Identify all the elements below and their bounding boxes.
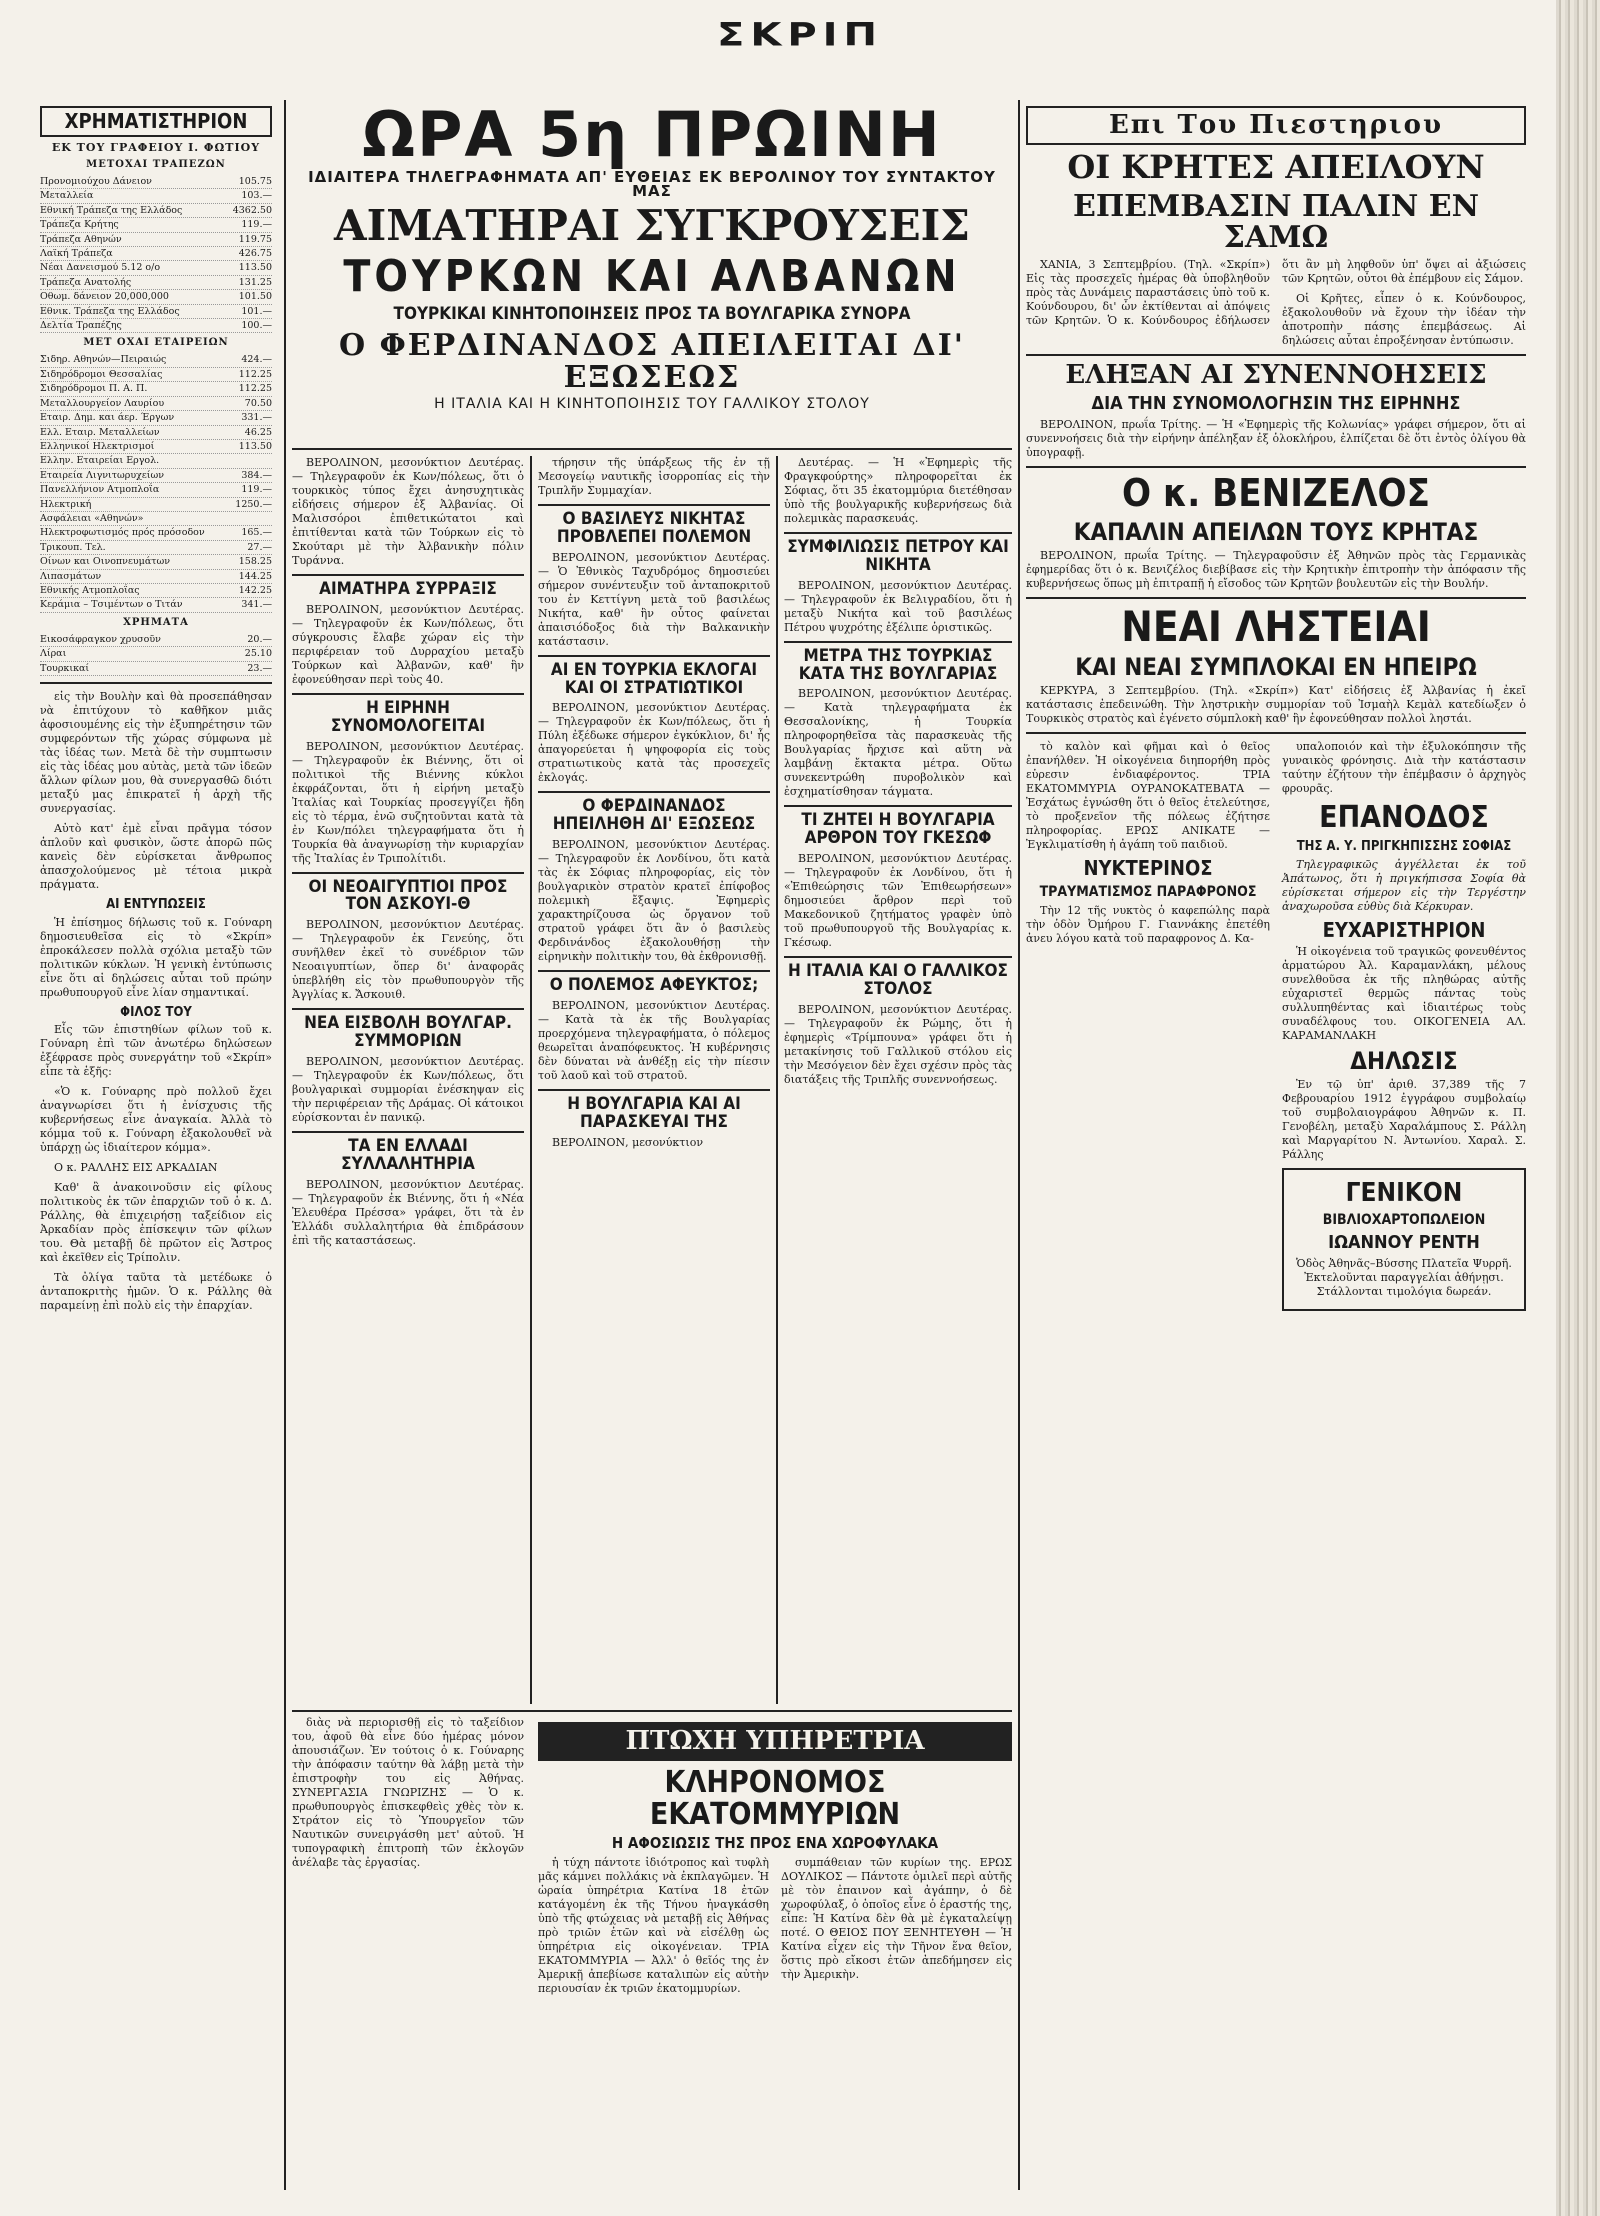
center-col-1: [292, 456, 524, 1704]
left-subheading: ΦΙΛΟΣ ΤΟΥ: [120, 1004, 192, 1020]
stock-name: Νέαι Δανεισμού 5.12 ο/ο: [40, 262, 161, 274]
stock-value: 119.—: [241, 484, 272, 496]
stock-row: [40, 290, 272, 304]
headline-cretans-threaten: ΟΙ ΚΡΗΤΕΣ ΑΠΕΙΛΟΥΝ: [1067, 148, 1485, 187]
stock-row: [40, 175, 272, 189]
peace-paragraph: ΒΕΡΟΛΙΝΟΝ, πρωΐα Τρίτης. — Ἡ «Ἐφημερὶς τῆς Κολωνίας» γράφει σήμερον, ὅτι αἱ συνεννοήσεις διὰ τὴν εἰρήνην ἀπέληξαν ἐξ ὁλοκλήρου, ἐλπίζεται δὲ ὅτι ἐντὸς ὀλίγου θὰ ὑπογραφῇ.: [1026, 418, 1526, 460]
right-lower-left: [1026, 740, 1270, 1310]
article-text: ΒΕΡΟΛΙΝΟΝ, μεσονύκτιον Δευτέρας. — Τηλεγραφοῦν ἐκ Κων/πόλεως, ὅτι ὁ τουρκικὸς τύπος ἔχει ἀνησυχητικὰς εἰδήσεις σήμερον ἐξ Ἀλβανίας. Οἱ Μαλισσόροι ἐπιθετικώτατοι καὶ ἐπιτίθενται κατὰ τῶν Τούρκων εἰς τὸ Σκούταρι μὲ τὴν Ἀλβανικὴν πόλιν Τυράννα.: [292, 456, 524, 567]
headline-heiress: ΚΛΗΡΟΝΟΜΟΣ ΕΚΑΤΟΜΜΥΡΙΩΝ: [649, 1765, 901, 1832]
stock-name: Τράπεζα Αθηνών: [40, 233, 122, 245]
article-text: ΒΕΡΟΛΙΝΟΝ, μεσονύκτιον Δευτέρας. — Τηλεγραφοῦν ἐκ Κων/πόλεως, ὅτι ἡ Πύλη ἐξέδωκε σήμερον ἐγκύκλιον, δι' ἧς ἀπαγορεύεται ἡ ψηφοφορία εἰς τοὺς στρατιωτικοὺς κατὰ τὰς προσεχεῖς ἐκλογάς.: [538, 701, 770, 785]
stock-row: [40, 411, 272, 425]
divider: [1026, 732, 1526, 734]
princess-paragraph: Τηλεγραφικῶς ἀγγέλλεται ἐκ τοῦ Ἀπάτωνος, ὅτι ἡ πριγκήπισσα Σοφία θὰ εὑρίσκεται σήμερον εἰς τὴν Τεργέστην ἀναχωροῦσα εὐθὺς διὰ Κέρκυραν.: [1282, 857, 1526, 913]
left-body-text: [40, 690, 272, 1313]
stock-name: Εθνική Τράπεζα της Ελλάδος: [40, 204, 183, 216]
stock-row: [40, 353, 272, 367]
headline-ferdinand: Ο ΦΕΡΔΙΝΑΝΔΟΣ ΑΠΕΙΛΕΙΤΑΙ ΔΙ' ΕΞΩΣΕΩΣ: [339, 328, 965, 395]
stock-row: [40, 454, 272, 468]
left-paragraph: εἰς τὴν Βουλὴν καὶ θὰ προσεπάθησαν νὰ ἐπιτύχουν τὸ καθῆκον μιᾶς ἀφοσιουμένης εἰς τὴν ἐξυπηρέτησιν τῶν συμφερόντων τῆς χώρας σύμφωνα μὲ τὰς ἰδέας των. Μετὰ δὲ τὴν συμπτωσιν εἰς τὰς ἰδέας μου αὐτὰς, μετὰ τῶν ἰδεῶν ἄλλων φίλων μου, θὰ συνεργασθῶ διότι μεταξύ μας ἐπικρατεῖ ἡ ἀρχὴ τῆς συνεργασίας.: [40, 690, 272, 815]
article-headline: Η ΕΙΡΗΝΗ ΣΥΝΟΜΟΛΟΓΕΙΤΑΙ: [292, 693, 524, 736]
stock-name: Εθνικής Ατμοπλοΐας: [40, 584, 140, 596]
article-text: τήρησιν τῆς ὑπάρξεως τῆς ἐν τῇ Μεσογείῳ ναυτικῆς ἰσορροπίας εἰς τὴν Τριπλῆν Συμμαχίαν.: [538, 456, 770, 497]
stock-name: Σιδηρ. Αθηνών—Πειραιώς: [40, 354, 167, 366]
stock-row: [40, 426, 272, 440]
lower-left-paragraph: διὰς νὰ περιορισθῇ εἰς τὸ ταξείδιον του, ἀφοῦ θὰ εἶνε δύο ἡμέρας μόνον ἀπουσιάζων. Ἐν τούτοις ὁ κ. Γούναρης τὴν ἀπόφασιν ταύτην θὰ λάβῃ μετὰ τὴν ἐπιστροφὴν του εἰς Ἀθήνας. ΣΥΝΕΡΓΑΣΙΑ ΓΝΩΡΙΖΗΣ — Ὁ κ. πρωθυπουργὸς ἐπισκεφθεὶς χθὲς τὸν κ. Στράτον εἰς τὸ Ὑπουργεῖον τῶν Ναυτικῶν συνειργάσθη μετ' αὐτοῦ. Ἡ τυπογραφικὴ ἐπιτροπὴ τῶν ἐκλογῶν ἀνέλαβε τὰς ἐργασίας.: [292, 1716, 524, 1869]
maid-story-col-b: συμπάθειαν τῶν κυρίων της. ΕΡΩΣ ΔΟΥΛΙΚΟΣ — Πάντοτε ὁμιλεῖ περὶ αὐτῆς μὲ τὸν ἐπαινον καὶ ἀγάπην, ὁ δὲ χωροφύλαξ, ὁ ὁποῖος εἶνε ὁ ἐραστής της, εἶπε: Ἡ Κατίνα δὲν θὰ μὲ ἐγκαταλείψῃ ποτέ. Ο ΘΕΙΟΣ ΠΟΥ ΞΕΝΗΤΕΥΘΗ — Ἡ Κατίνα εἶχεν εἰς τὴν Τῆνον ἕνα θεῖον, ὅστις πρὸ εἴκοσι ἐτῶν ἀπεδήμησεν εἰς τὴν Ἀμερικὴν.: [781, 1856, 1012, 1982]
headline-injury: ΤΡΑΥΜΑΤΙΣΜΟΣ ΠΑΡΑΦΡΟΝΟΣ: [1039, 884, 1257, 901]
article-text: ΒΕΡΟΛΙΝΟΝ, μεσονύκτιον Δευτέρας. — Τηλεγραφοῦν ἐκ Ρώμης, ὅτι ἡ ἐφημερὶς «Τρίμπουνα» γράφει ὅτι ἡ μετακίνησις τοῦ Γαλλικοῦ στόλου εἰς τὴν Μεσόγειον δὲν ἔχει σχέσιν πρὸς τὰς διατάξεις τῆς Τριπλῆς συνεννοήσεως.: [784, 1002, 1012, 1086]
masthead: ΣΚΡΙΠ: [717, 16, 883, 54]
violence-paragraph: υπαλοποιόν καὶ τὴν ἐξυλοκόπησιν τῆς γυναικὸς φρόνησις. Διὰ τὴν κατάστασιν ταύτην ἐζήτουν τὴν ἐπέμβασιν ὁ ἀρχηγὸς φρουρᾶς.: [1282, 740, 1526, 796]
stock-value: 70.50: [244, 397, 272, 409]
left-paragraph: Ο κ. ΡΑΛΛΗΣ ΕΙΣ ΑΡΚΑΔΙΑΝ: [54, 1161, 218, 1175]
column-rule: [284, 100, 286, 2190]
headline-nocturnal: ΝΥΚΤΕΡΙΝΟΣ: [1083, 856, 1213, 881]
left-paragraph: Ἡ ἐπίσημος δήλωσις τοῦ κ. Γούναρη δημοσιευθεῖσα εἰς τὸ «Σκρίπ» ἐπροκάλεσεν πολλὰ σχόλια μεταξὺ τῶν πολιτικῶν κύκλων. Ἡ γενικὴ ἐντύπωσις εἶνε ὅτι αἱ δηλώσεις αὗται τοῦ πρώην πρωθυπουργοῦ εἶνε λίαν σημαντικαί.: [40, 915, 272, 999]
banner-title: ΩΡΑ 5η ΠΡΩΙΝΗ: [362, 100, 942, 171]
ad-general: ΓΕΝΙΚΟΝ: [1345, 1177, 1463, 1208]
stock-name: Ηλεκτροφωτισμός πρός πρόσοδον: [40, 527, 205, 539]
stocks-list-banks: [40, 175, 272, 333]
article-text: Δευτέρας. — Ἡ «Ἐφημερὶς τῆς Φραγκφούρτης» πληροφορεῖται ἐκ Σόφιας, ὅτι 35 ἐκατομμύρια διετέθησαν ὑπὸ τῆς βουλγαρικῆς κυβερνήσεως διὰ πολεμικὰς παρασκευάς.: [784, 456, 1012, 525]
stock-name: Τρικουπ. Τελ.: [40, 541, 106, 553]
stock-value: 1250.—: [235, 498, 272, 510]
stocks-section-banks: ΜΕΤΟΧΑΙ ΤΡΑΠΕΖΩΝ: [86, 159, 226, 170]
stock-value: 158.25: [238, 556, 272, 568]
left-paragraph: Εἷς τῶν ἐπιστηθίων φίλων τοῦ κ. Γούναρη ἐπὶ τῶν ἀνωτέρω δηλώσεων ἐξέφρασε πρὸς συνεργάτην τοῦ «Σκρίπ» εἶπε τὰ ἑξῆς:: [40, 1023, 272, 1079]
declaration-paragraph: Ἐν τῷ ὑπ' ἀριθ. 37,389 τῆς 7 Φεβρουαρίου 1912 ἐγγράφου συμβολαίῳ τοῦ συμβολαιογράφου Ἀθηνῶν κ. Π. Γενοβέλη, μεταξὺ Χαραλάμπους Σ. Ράλλη καὶ Μαργαρίτου Ν. Ἀντωνίου. Χαραλ. Σ. Ράλλης: [1282, 1077, 1526, 1161]
stock-name: Λαϊκή Τράπεζα: [40, 248, 113, 260]
headline-poor-maid: ΠΤΩΧΗ ΥΠΗΡΕΤΡΙΑ: [538, 1722, 1012, 1761]
exchange-title: ΧΡΗΜΑΤΙΣΤΗΡΙΟΝ: [40, 106, 272, 137]
headline-talks-ended: ΕΛΗΞΑΝ ΑΙ ΣΥΝΕΝΝΟΗΣΕΙΣ: [1065, 359, 1487, 390]
stock-name: Μεταλλουργείον Λαυρίου: [40, 397, 165, 409]
article-text: ΒΕΡΟΛΙΝΟΝ, μεσονύκτιον Δευτέρας. — Τηλεγραφοῦν ἐκ Κων/πόλεως, ὅτι βουλγαρικαὶ συμμορίαι ἐνέσκηψαν εἰς τὴν περιφέρειαν τῆς Δράμας. Οἱ κάτοικοι εὑρίσκονται ἐν πανικῷ.: [292, 1054, 524, 1124]
stock-value: 165.—: [241, 527, 272, 539]
stock-row: [40, 261, 272, 275]
article-headline: ΤΑ ΕΝ ΕΛΛΑΔΙ ΣΥΛΛΑΛΗΤΗΡΙΑ: [292, 1131, 524, 1174]
stock-name: Τουρκικαί: [40, 662, 90, 674]
article-headline: ΜΕΤΡΑ ΤΗΣ ΤΟΥΡΚΙΑΣ ΚΑΤΑ ΤΗΣ ΒΟΥΛΓΑΡΙΑΣ: [784, 641, 1012, 684]
stock-row: [40, 570, 272, 584]
stock-name: Οθωμ. δάνειον 20,000,000: [40, 291, 169, 303]
stock-row: [40, 189, 272, 203]
stock-value: 119.75: [238, 233, 272, 245]
stock-name: Λιπασμάτων: [40, 570, 102, 582]
stock-row: [40, 397, 272, 411]
article-headline: Η ΒΟΥΛΓΑΡΙΑ ΚΑΙ ΑΙ ΠΑΡΑΣΚΕΥΑΙ ΤΗΣ: [538, 1089, 770, 1132]
epirus-paragraph: ΚΕΡΚΥΡΑ, 3 Σεπτεμβρίου. (Τηλ. «Σκρίπ») Κατ' εἰδήσεις ἐξ Ἀλβανίας ἡ ἐκεῖ κατάστασις ἐπεδεινώθη. Τὴν ληστρικὴν συμμορίαν τοῦ Ἰσμαὴλ Κεμὰλ κατεδίωξεν ὁ Τουρκικὸς στρατὸς καὶ ἐγένετο σύμπλοκὴ καθ' ἣν ἐφονεύθησαν πολλοὶ ληστάι.: [1026, 684, 1526, 726]
stock-value: 119.—: [241, 219, 272, 231]
center-col-2: [538, 456, 770, 1704]
stock-row: [40, 512, 272, 526]
stock-row: [40, 382, 272, 396]
stock-value: 384.—: [241, 469, 272, 481]
article-text: ΒΕΡΟΛΙΝΟΝ, μεσονύκτιον Δευτέρας. — Τηλεγραφοῦν ἐκ Βιέννης, ὅτι ἡ «Νέα Ἐλευθέρα Πρέσσα» γράφει, ὅτι τὰ ἐν Ἑλλάδι συλλαλητήρια θὰ ἐπιδράσουν ἐπὶ τῆς καταστάσεως.: [292, 1177, 524, 1247]
article-text: ΒΕΡΟΛΙΝΟΝ, μεσονύκτιον Δευτέρας. — Τηλεγραφοῦν ἐκ Λονδίνου, ὅτι ἡ «Ἐπιθεώρησις τῶν Ἐπιθεωρήσεων» δημοσιεύει ἄρθρον περὶ τοῦ Μακεδονικοῦ ζητήματος γραφὲν ὑπὸ τοῦ πρωθυπουργοῦ τῆς Βουλγαρίας κ. Γκέσωφ.: [784, 852, 1012, 950]
headline-new-robberies: ΝΕΑΙ ΛΗΣΤΕΙΑΙ: [1121, 602, 1431, 652]
article-text: ΒΕΡΟΛΙΝΟΝ, μεσονύκτιον Δευτέρας. — Τηλεγραφοῦν ἐκ Λονδίνου, ὅτι κατὰ τὰς ἐκ Σόφιας πληροφορίας, εἰς τὸν βουλγαρικὸν στρατὸν κρατεῖ ἐπίφοβος πολεμικὴ ἔξαψις. Ἐφημερὶς χαρακτηρίζουσα ὡς ὄργανον τοῦ στρατοῦ γράφει ὅτι ἂν ὁ βασιλεὺς Φερδινάνδος ἐξακολουθήσῃ τὴν εἰρηνικὴν πολιτικὴν του, θὰ ἐκθρονισθῇ.: [538, 838, 770, 964]
stock-name: Οίνων και Οινοπνευμάτων: [40, 556, 171, 568]
thanks-paragraph: Ἡ οἰκογένεια τοῦ τραγικῶς φονευθέντος ἀρματώρου Ἀλ. Καραμανλάκη, μέλους συνελθοῦσα ἐκ τῆς πληθώρας αὐτῆς εὐχαριστεῖ θερμῶς πάντας τοὺς συλλυπηθέντας καὶ ἰδιαιτέρως τοὺς συναδέλφους του. ΟΙΚΟΓΕΝΕΙΑ ΑΛ. ΚΑΡΑΜΑΝΛΑΚΗ: [1282, 944, 1526, 1042]
headline-venizelos: Ο κ. ΒΕΝΙΖΕΛΟΣ: [1122, 471, 1430, 516]
stock-row: [40, 662, 272, 676]
stock-value: [228, 454, 272, 467]
stock-value: 144.25: [238, 570, 272, 582]
stock-value: 112.25: [238, 368, 272, 380]
article-headline: ΟΙ ΝΕΟΑΙΓΥΠΤΙΟΙ ΠΡΟΣ ΤΟΝ ΑΣΚΟΥΙ-Θ: [292, 872, 524, 915]
stock-value: 142.25: [238, 584, 272, 596]
stock-name: Ελλην. Εταιρείαι Εργολ.: [40, 455, 160, 467]
stock-row: [40, 305, 272, 319]
bookshop-ad: [1282, 1168, 1526, 1311]
right-lower-right: [1282, 740, 1526, 1310]
headline-devotion: Η ΑΦΟΣΙΩΣΙΣ ΤΗΣ ΠΡΟΣ ΕΝΑ ΧΩΡΟΦΥΛΑΚΑ: [611, 1834, 939, 1853]
article-text: ΒΕΡΟΛΙΝΟΝ, μεσονύκτιον Δευτέρας. — Τηλεγραφοῦν ἐκ Βελιγραδίου, ὅτι ἡ μεταξὺ Νικήτα καὶ τοῦ βασιλέως Πέτρου ψυχρότης ἐξέλιπε ὁριστικῶς.: [784, 578, 1012, 634]
venizelos-paragraph: ΒΕΡΟΛΙΝΟΝ, πρωΐα Τρίτης. — Τηλεγραφοῦσιν ἐξ Ἀθηνῶν πρὸς τὰς Γερμανικὰς ἐφημερίδας ὅτι ὁ κ. Βενιζέλος διεβίβασε εἰς τὴν Κρητικὴν ἐπιτροπὴν τὴν ἀπόφασιν τῆς κυβερνήσεως ὅπως μὴ ἐπιτραπῇ ἡ εἴσοδος τῶν Κρητῶν βουλευτῶν εἰς τὴν Βουλήν.: [1026, 549, 1526, 591]
exchange-subtitle: ΕΚ ΤΟΥ ΓΡΑΦΕΙΟΥ Ι. ΦΩΤΙΟΥ: [51, 141, 261, 154]
headline-bloody-clashes: ΑΙΜΑΤΗΡΑΙ ΣΥΓΚΡΟΥΣΕΙΣ: [334, 201, 970, 250]
stock-value: 426.75: [238, 248, 272, 260]
article-headline: ΤΙ ΖΗΤΕΙ Η ΒΟΥΛΓΑΡΙΑ ΑΡΘΡΟΝ ΤΟΥ ΓΚΕΣΩΦ: [784, 805, 1012, 848]
stock-row: [40, 247, 272, 261]
stock-name: Εικοσάφραγκον χρυσοῦν: [40, 633, 161, 645]
maid-story-col-a: ἡ τύχη πάντοτε ἰδιότροπος καὶ τυφλὴ μᾶς κάμνει πολλάκις νὰ ἐκπλαγῶμεν. Ἡ ὡραία ὑπηρέτρια Κατίνα 18 ἐτῶν κατάγομένη ἐκ τῆς Τήνου ἠναγκάσθη ὑπὸ τῆς φτώχειας νὰ μεταβῇ εἰς Ἀθήνας πρὸ τριῶν ἐτῶν καὶ νὰ εἰσέλθῃ ὡς ὑπηρέτρια εἰς οἰκογένειαν. ΤΡΙΑ ΕΚΑΤΟΜΜΥΡΙΑ — Ἀλλ' ὁ θεῖός της ἐν Ἀμερικῇ ἀπεβίωσε καταλιπὼν εἰς αὐτὴν περιουσίαν ἐκ τριῶν ἑκατομμυρίων.: [538, 1856, 769, 1996]
stock-value: 25.10: [244, 648, 272, 660]
stock-row: [40, 218, 272, 232]
headline-return: ΕΠΑΝΟΔΟΣ: [1319, 800, 1489, 836]
stock-value: 101.50: [238, 291, 272, 303]
article-headline: Ο ΒΑΣΙΛΕΥΣ ΝΙΚΗΤΑΣ ΠΡΟΒΛΕΠΕΙ ΠΟΛΕΜΟΝ: [538, 504, 770, 547]
article-text: ΒΕΡΟΛΙΝΟΝ, μεσονύκτιον Δευτέρας. — Κατὰ τηλεγραφήματα ἐκ Θεσσαλονίκης, ἡ Τουρκία πληροφορηθεῖσα τὰς παρασκευὰς τῆς Βουλγαρίας ἤρχισε καὶ αὕτη νὰ λαμβάνῃ ἔκτακτα μέτρα. Οὕτω συνεκεντρώθη πυροβολικὸν καὶ ἐσχηματίσθησαν τάγματα.: [784, 687, 1012, 799]
article-headline: ΑΙΜΑΤΗΡΑ ΣΥΡΡΑΞΙΣ: [292, 574, 524, 599]
article-headline: Ο ΦΕΡΔΙΝΑΝΔΟΣ ΗΠΕΙΛΗΘΗ ΔΙ' ΕΞΩΣΕΩΣ: [538, 791, 770, 834]
article-headline: Η ΙΤΑΛΙΑ ΚΑΙ Ο ΓΑΛΛΙΚΟΣ ΣΤΟΛΟΣ: [784, 956, 1012, 999]
maid-story-body: [538, 1856, 1012, 2002]
stock-row: [40, 633, 272, 647]
stock-row: [40, 483, 272, 497]
left-column: [40, 100, 272, 2190]
stocks-list-money: [40, 633, 272, 676]
stock-row: [40, 584, 272, 598]
stock-value: 101.—: [241, 305, 272, 317]
stock-row: [40, 276, 272, 290]
left-paragraph: Τὰ ὀλίγα ταῦτα τὰ μετέδωκε ὁ ἀνταποκριτὴς ἡμῶν. Ὁ κ. Ράλλης θὰ παραμείνῃ ἐπὶ πολὺ εἰς τὴν ἐπαρχίαν.: [40, 1271, 272, 1313]
column-rule: [530, 456, 532, 1704]
stock-name: Μεταλλεία: [40, 190, 94, 202]
stock-row: [40, 647, 272, 661]
stock-row: [40, 204, 272, 218]
headline-samos: ΕΠΕΜΒΑΣΙΝ ΠΑΛΙΝ ΕΝ ΣΑΜΩ: [1072, 188, 1480, 256]
headline-turks-albanians: ΤΟΥΡΚΩΝ ΚΑΙ ΑΛΒΑΝΩΝ: [343, 251, 961, 303]
stock-row: [40, 319, 272, 333]
ad-owner: ΙΩΑΝΝΟΥ ΡΕΝΤΗ: [1328, 1231, 1480, 1253]
stock-value: 103.—: [241, 190, 272, 202]
article-text: ΒΕΡΟΛΙΝΟΝ, μεσονύκτιον Δευτέρας. — Τηλεγραφοῦν ἐκ Κων/πόλεως, ὅτι σύγκρουσις ἔλαβε χώραν εἰς τὴν περιφέρειαν τοῦ Δυρραχίου μεταξὺ Τούρκων καὶ Ἀλβανῶν, καθ' ἣν ἐφονεύθησαν περὶ τοὺς 40.: [292, 602, 524, 686]
divider: [1026, 354, 1526, 356]
headline-mobilization: ΤΟΥΡΚΙΚΑΙ ΚΙΝΗΤΟΠΟΙΗΣΕΙΣ ΠΡΟΣ ΤΑ ΒΟΥΛΓΑΡΙΚΑ ΣΥΝΟΡΑ: [393, 304, 911, 325]
article-headline: ΑΙ ΕΝ ΤΟΥΡΚΙΑ ΕΚΛΟΓΑΙ ΚΑΙ ΟΙ ΣΤΡΑΤΙΩΤΙΚΟΙ: [538, 655, 770, 698]
late-news-header: Επι Του Πιεστηριου: [1026, 106, 1526, 145]
stock-name: Σιδηρόδρομοι Θεσσαλίας: [40, 368, 163, 380]
stock-name: Ελλ. Εταιρ. Μεταλλείων: [40, 426, 160, 438]
column-rule: [1018, 100, 1020, 2190]
stock-row: [40, 440, 272, 454]
stock-row: [40, 526, 272, 540]
column-rule: [776, 456, 778, 1704]
divider: [40, 682, 272, 684]
stock-value: 131.25: [238, 276, 272, 288]
maid-story: [538, 1716, 1012, 2186]
divider: [1026, 466, 1526, 468]
stock-row: [40, 233, 272, 247]
cretans-story: [1026, 258, 1526, 348]
stock-value: 113.50: [238, 440, 272, 452]
stock-name: Εθνικ. Τράπεζα της Ελλάδος: [40, 305, 180, 317]
cretans-p1: ΧΑΝΙΑ, 3 Σεπτεμβρίου. (Τηλ. «Σκρίπ») Εἰς τὰς προσεχεῖς ἡμέρας θὰ ὑποβληθοῦν πρὸς τὰς Δυνάμεις παραστάσεις ὑπὸ τοῦ κ. Κούνδουρου, δι' ὧν ἐκτίθενται αἱ ἀπόψεις τῶν Κρητῶν. Ὁ κ. Κούνδουρος ἐδήλωσεν ὅτι ἂν μὴ ληφθοῦν ὑπ' ὄψει αἱ ἀξιώσεις τῶν Κρητῶν, οὗτοι θὰ ἐπέμβουν εἰς Σάμον.: [1026, 257, 1526, 327]
left-subheading: ΑΙ ΕΝΤΥΠΩΣΕΙΣ: [106, 897, 206, 912]
headline-princess: ΤΗΣ Α. Υ. ΠΡΙΓΚΗΠΙΣΣΗΣ ΣΟΦΙΑΣ: [1296, 838, 1512, 854]
ad-details: Ὁδὸς Ἀθηνᾶς–Βύσσης Πλατεῖα Ψυρρῆ. Ἐκτελοῦνται παραγγελίαι ἀθήνῃσι. Στάλλονται τιμολόγια δωρεάν.: [1296, 1256, 1512, 1298]
lower-left-text: [292, 1716, 524, 2186]
stock-name: Σιδηρόδρομοι Π. Α. Π.: [40, 383, 148, 395]
stock-name: Τράπεζα Ανατολής: [40, 276, 132, 288]
stock-value: 112.25: [238, 383, 272, 395]
stock-value: 46.25: [244, 426, 272, 438]
headline-thanks: ΕΥΧΑΡΙΣΤΗΡΙΟΝ: [1322, 917, 1486, 942]
stock-value: 23.—: [247, 662, 272, 674]
center-banner: [292, 100, 1012, 445]
stocks-section-companies: ΜΕΤ ΟΧΑΙ ΕΤΑΙΡΕΙΩΝ: [83, 337, 229, 349]
stock-value: 331.—: [241, 412, 272, 424]
injury-paragraph: Τὴν 12 τῆς νυκτὸς ὁ καφεπώλης παρὰ τὴν ὁδὸν Ὀμήρου Γ. Γιαννάκης ἐπετέθη ἀνευ λόγου κατὰ τοῦ παραφρονος Δ. Κα-: [1026, 904, 1270, 946]
banner-rule: [292, 448, 1012, 450]
left-paragraph: Αὐτὸ κατ' ἐμὲ εἶναι πρᾶγμα τόσον ἁπλοῦν καὶ φυσικὸν, ὥστε ἀπορῶ πῶς κανεὶς δὲν εὑρίσκεται ἄνθρωπος ἀπασχολούμενος μὲ τέτοια μικρὰ πράγματα.: [40, 822, 272, 891]
stock-value: 113.50: [238, 262, 272, 274]
left-paragraph: «Ὁ κ. Γούναρης πρὸ πολλοῦ ἔχει ἀναγνωρίσει ὅτι ἡ ἐνίσχυσις τῆς κυβερνήσεως εἶνε ἀναγκαία. Ἀλλὰ τὸ κόμμα τοῦ κ. Γούναρη ἐξακολουθεῖ νὰ ὑπάρχῃ ὡς ἰδιαίτερον κόμμα».: [40, 1085, 272, 1155]
article-headline: ΝΕΑ ΕΙΣΒΟΛΗ ΒΟΥΛΓΑΡ. ΣΥΜΜΟΡΙΩΝ: [292, 1008, 524, 1051]
stock-value: 424.—: [241, 354, 272, 366]
page-edge-shadow: [1556, 0, 1600, 2216]
headline-epirus: ΚΑΙ ΝΕΑΙ ΣΥΜΠΛΟΚΑΙ ΕΝ ΗΠΕΙΡΩ: [1075, 653, 1477, 682]
stock-row: [40, 498, 272, 512]
article-text: ΒΕΡΟΛΙΝΟΝ, μεσονύκτιον Δευτέρας. — Ὁ Ἐθνικὸς Ταχυδρόμος δημοσιεύει σήμερον συνέντευξιν τοῦ ἀνταποκριτοῦ του ἐν Κεττίγνη μετὰ τοῦ βασιλέως Νικήτα, καθ' ἣν οὗτος φαίνεται ἀπαισιόδοξος διὰ τὴν Βαλκανικὴν κατάστασιν.: [538, 550, 770, 648]
headline-declaration: ΔΗΛΩΣΙΣ: [1350, 1046, 1458, 1075]
stock-name: Προνομιούχου Δάνειον: [40, 176, 152, 187]
right-lower-section: [1026, 740, 1526, 1310]
headline-italy-fleet: Η ΙΤΑΛΙΑ ΚΑΙ Η ΚΙΝΗΤΟΠΟΙΗΣΙΣ ΤΟΥ ΓΑΛΛΙΚΟΥ ΣΤΟΛΟΥ: [434, 396, 870, 413]
stock-name: Δελτία Τραπέζης: [40, 320, 122, 332]
article-text: ΒΕΡΟΛΙΝΟΝ, μεσονύκτιον Δευτέρας. — Τηλεγραφοῦν ἐκ Γενεύης, ὅτι συνῆλθεν ἐκεῖ τὸ συνέδριον τῶν Νεοαιγυπτίων, ὅπερ δι' ἀναφορᾶς ὑπεβλήθη εἰς τὸν πρωθυπουργὸν τῆς Ἀγγλίας κ. Ἄσκουιθ.: [292, 918, 524, 1002]
stock-name: Εταιρ. Δημ. και άερ. Έργων: [40, 412, 175, 424]
cretans-p2: Οἱ Κρῆτες, εἶπεν ὁ κ. Κούνδουρος, ἐξακολουθοῦν νὰ ἔχουν τὴν ἰδέαν τὴν ἀποτροπὴν πάσης ἐπεμβάσεως. Αἱ δηλώσεις αὗται ἐπροξένησαν ἐντύπωσιν.: [1282, 291, 1526, 347]
stock-name: Εταιρεία Λιγνιτωρυχείων: [40, 469, 165, 481]
stock-name: Τράπεζα Κρήτης: [40, 219, 119, 231]
stock-row: [40, 469, 272, 483]
stock-name: Πανελλήνιον Ατμοπλοΐα: [40, 484, 160, 496]
stock-name: Λίραι: [40, 648, 67, 660]
divider: [1026, 597, 1526, 599]
millions-paragraph: τὸ καλὸν καὶ φῆμαι καὶ ὁ θεῖος ἐπανήλθεν. Ἡ οἰκογένεια διηπορήθη πρὸς εὑρεσιν ἐνδιαφέροντος. ΤΡΙΑ ΕΚΑΤΟΜΜΥΡΙΑ ΟΥΡΑΝΟΚΑΤΕΒΑΤΑ — Ἐσχάτως ἐγνώσθη ὅτι ὁ θεῖος ἐτελεύτησε, τὸ προξενεῖον τῆς πόλεως ἐζήτησε πληροφορίας. ΕΡΩΣ ΑΝΙΚΑΤΕ — Ἐγκλιματίσθη ἡ ἀγάπη τοῦ παιδιοῦ.: [1026, 740, 1270, 852]
article-text: ΒΕΡΟΛΙΝΟΝ, μεσονύκτιον Δευτέρας. — Τηλεγραφοῦν ἐκ Βιέννης, ὅτι οἱ πολιτικοὶ τῆς Βιέννης κύκλοι ἐκφράζονται, ὅτι ἡ εἰρήνη μεταξὺ Ἰταλίας καὶ Τουρκίας προσεγγίζει ἤδη εἰς τὸ τέρμα, ἐνῶ συζητοῦνται κατὰ τὰ ἐν Κων/πόλει τηλεγραφήματα ὅτι ἡ Τουρκία θὰ ἀναγνωρίσῃ τὴν κυριαρχίαν τῆς Ἰταλίας ἐν Τριπολίτιδι.: [292, 739, 524, 865]
stock-name: Ηλεκτρική: [40, 498, 92, 510]
stock-name: Ελληνικοί Ηλεκτρισμοί: [40, 440, 155, 452]
stock-value: 105.75: [238, 176, 272, 187]
stock-row: [40, 555, 272, 569]
stocks-section-money: ΧΡΗΜΑΤΑ: [123, 616, 189, 628]
lower-rule: [292, 1710, 1012, 1712]
article-headline: ΣΥΜΦΙΛΙΩΣΙΣ ΠΕΤΡΟΥ ΚΑΙ ΝΙΚΗΤΑ: [784, 532, 1012, 575]
article-text: ΒΕΡΟΛΙΝΟΝ, μεσονύκτιον Δευτέρας. — Κατὰ τὰ ἐκ τῆς Βουλγαρίας προερχόμενα τηλεγραφήματα, ὁ πόλεμος θεωρεῖται ἀναπόφευκτος. Ἡ κυβέρνησις δὲν δύναται νὰ ἀνθέξῃ εἰς τὴν πίεσιν τοῦ λαοῦ καὶ τοῦ στρατοῦ.: [538, 998, 770, 1082]
stock-value: 4362.50: [232, 204, 272, 216]
stock-row: [40, 541, 272, 555]
article-headline: Ο ΠΟΛΕΜΟΣ ΑΦΕΥΚΤΟΣ;: [538, 970, 770, 995]
stock-value: 341.—: [241, 599, 272, 611]
stock-value: 100.—: [241, 320, 272, 332]
stock-row: [40, 368, 272, 382]
stock-value: [228, 512, 272, 525]
headline-peace: ΔΙΑ ΤΗΝ ΣΥΝΟΜΟΛΟΓΗΣΙΝ ΤΗΣ ΕΙΡΗΝΗΣ: [1091, 393, 1461, 415]
center-col-3: [784, 456, 1012, 1704]
ad-bookshop: ΒΙΒΛΙΟΧΑΡΤΟΠΩΛΕΙΟΝ: [1322, 1212, 1486, 1229]
article-text: ΒΕΡΟΛΙΝΟΝ, μεσονύκτιον: [552, 1135, 704, 1149]
stocks-list-companies: [40, 353, 272, 612]
stock-name: Ασφάλειαι «Αθηνών»: [40, 512, 144, 524]
stock-row: [40, 598, 272, 612]
stock-value: 27.—: [247, 541, 272, 553]
stock-value: 20.—: [247, 633, 272, 645]
headline-threatens-cretans: ΚΑΠΑΛΙΝ ΑΠΕΙΛΩΝ ΤΟΥΣ ΚΡΗΤΑΣ: [1073, 517, 1479, 546]
left-paragraph: Καθ' ἃ ἀνακοινοῦσιν εἰς φίλους πολιτικοὺς ἐκ τῶν ἐπαρχιῶν τοῦ ὁ κ. Δ. Ράλλης, θὰ ἐπιχειρήσῃ ταξείδιον εἰς Ἀρκαδίαν πρὸς ἐπίσκεψιν τῶν φίλων του. Θὰ μεταβῇ δὲ πρῶτον εἰς Ἄστρος καὶ ἐκεῖθεν εἰς Τρίπολιν.: [40, 1181, 272, 1265]
right-column: [1026, 100, 1526, 2190]
stock-name: Κεράμια – Τσιμέντων ο Τιτάν: [40, 599, 183, 611]
banner-subtitle: ΙΔΙΑΙΤΕΡΑ ΤΗΛΕΓΡΑΦΗΜΑΤΑ ΑΠ' ΕΥΘΕΙΑΣ ΕΚ ΒΕΡΟΛΙΝΟΥ ΤΟΥ ΣΥΝΤΑΚΤΟΥ ΜΑΣ: [308, 168, 996, 200]
